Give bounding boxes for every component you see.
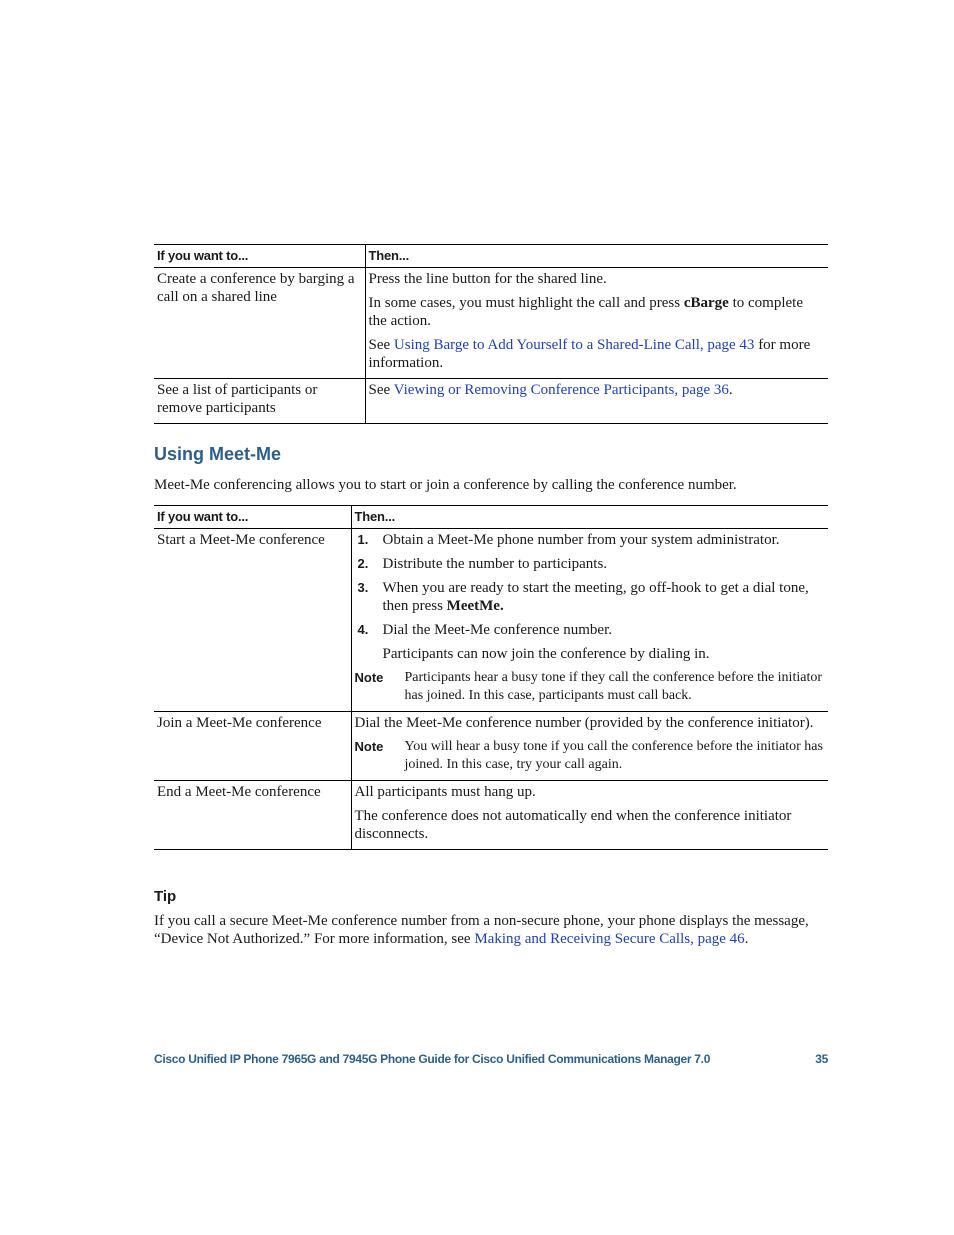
section-title: Using Meet-Me xyxy=(154,444,282,464)
table-row xyxy=(154,781,828,850)
table-header-row xyxy=(154,245,828,268)
note xyxy=(355,669,826,705)
step-text: Dial the Meet-Me conference number. xyxy=(382,622,612,638)
page-number: 35 xyxy=(815,1052,828,1066)
section-intro: Meet-Me conferencing allows you to start or join a conference by calling the conference number. xyxy=(154,477,737,493)
step-number: 1. xyxy=(357,532,369,547)
step-text: Distribute the number to participants. xyxy=(382,556,608,572)
table-header-row xyxy=(154,506,828,529)
column-header-want: If you want to... xyxy=(154,506,351,529)
steps-list xyxy=(355,531,826,639)
list-item xyxy=(355,579,826,615)
barge-conference-table xyxy=(154,244,828,424)
table-row xyxy=(154,379,828,424)
text: In some cases, you must highlight the call and press xyxy=(368,295,684,311)
text: . xyxy=(728,382,733,398)
link-secure-calls[interactable]: Making and Receiving Secure Calls, page 46 xyxy=(474,931,745,947)
note-text: You will hear a busy tone if you call the conference before the initiator has joined. In this case, try your call again. xyxy=(404,739,823,772)
row-then xyxy=(365,379,828,424)
row-then xyxy=(365,268,828,379)
row-want: See a list of participants or remove participants xyxy=(154,379,365,424)
text: . xyxy=(744,931,749,947)
text: for more information. xyxy=(368,337,811,371)
step-number: 3. xyxy=(357,580,369,595)
text: to complete the action. xyxy=(368,295,803,329)
table-row xyxy=(154,529,828,712)
then-paragraph xyxy=(369,336,826,372)
softkey-meetme: MeetMe. xyxy=(446,598,504,614)
row-then xyxy=(351,781,828,850)
link-using-barge[interactable]: Using Barge to Add Yourself to a Shared-Line Call, page 43 xyxy=(393,337,755,353)
then-paragraph xyxy=(369,381,826,399)
row-want: Start a Meet-Me conference xyxy=(154,529,351,712)
step-subnote: Participants can now join the conference by dialing in. xyxy=(382,646,710,662)
note-label: Note xyxy=(354,739,384,754)
softkey-cbarge: cBarge xyxy=(683,295,729,311)
then-paragraph: All participants must hang up. xyxy=(354,784,536,800)
step-text xyxy=(383,579,826,615)
list-item xyxy=(355,555,826,573)
text: If you call a secure Meet-Me conference number from a non-secure phone, your phone displays the message, “Device Not Authorized.” For more information, see xyxy=(154,913,809,947)
table-row xyxy=(154,268,828,379)
row-want: Join a Meet-Me conference xyxy=(154,712,351,781)
then-paragraph: Dial the Meet-Me conference number (provided by the conference initiator). xyxy=(354,715,814,731)
row-want: End a Meet-Me conference xyxy=(154,781,351,850)
text: See xyxy=(368,337,394,353)
row-then xyxy=(351,529,828,712)
tip-text xyxy=(154,912,828,948)
then-paragraph: Press the line button for the shared line. xyxy=(368,271,607,287)
list-item xyxy=(355,621,826,639)
link-viewing-participants[interactable]: Viewing or Removing Conference Participants, page 36 xyxy=(393,382,729,398)
note xyxy=(355,738,826,774)
tip-heading: Tip xyxy=(154,888,177,905)
step-text: Obtain a Meet-Me phone number from your system administrator. xyxy=(382,532,780,548)
column-header-then: Then... xyxy=(365,245,828,268)
step-number: 2. xyxy=(357,556,369,571)
meet-me-table xyxy=(154,505,828,850)
note-label: Note xyxy=(354,670,384,685)
then-paragraph: The conference does not automatically end when the conference initiator disconnects. xyxy=(354,808,792,842)
row-then xyxy=(351,712,828,781)
row-want: Create a conference by barging a call on a shared line xyxy=(154,268,365,379)
column-header-then: Then... xyxy=(351,506,828,529)
table-row xyxy=(154,712,828,781)
footer-title: Cisco Unified IP Phone 7965G and 7945G Phone Guide for Cisco Unified Communications Manager 7.0 xyxy=(154,1052,711,1066)
then-paragraph xyxy=(369,294,826,330)
column-header-want: If you want to... xyxy=(154,245,365,268)
text: When you are ready to start the meeting, go off-hook to get a dial tone, then press xyxy=(382,580,809,614)
step-number: 4. xyxy=(357,622,369,637)
page-footer xyxy=(154,1052,828,1066)
text: See xyxy=(368,382,394,398)
list-item xyxy=(355,531,826,549)
note-text: Participants hear a busy tone if they call the conference before the initiator has joined. In this case, participants must call back. xyxy=(404,670,822,703)
